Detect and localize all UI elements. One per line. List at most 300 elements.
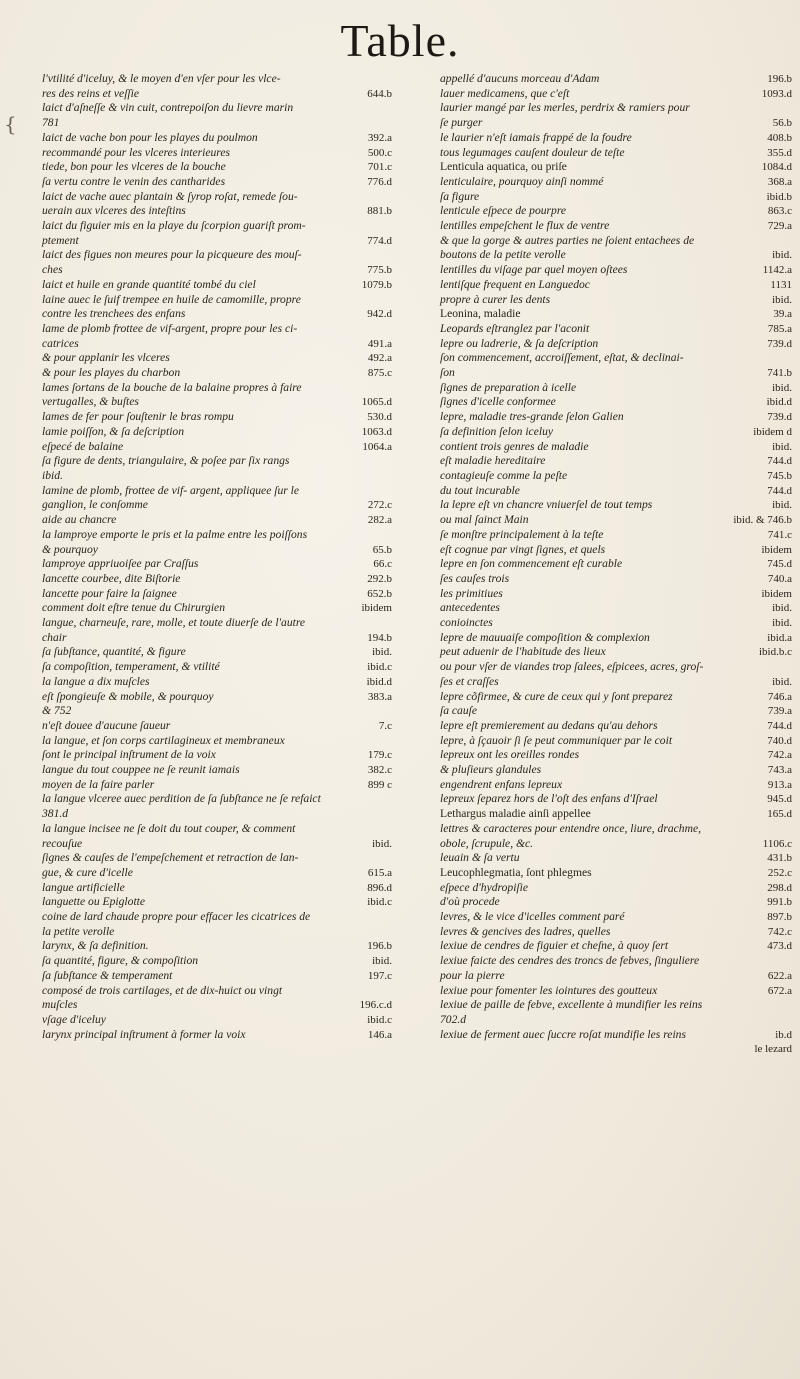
index-entry-text: langue artificielle: [42, 880, 125, 894]
index-entry-page-ref: 742.a: [767, 749, 792, 762]
index-entry-page-ref: ibid.d: [766, 396, 792, 409]
index-entry-page-ref: 196.b: [767, 73, 792, 85]
index-entry-page-ref: ib.d: [775, 1028, 792, 1041]
index-entry-text: obole, ſcrupule, &c.: [440, 836, 534, 850]
index-entry: [42, 1028, 392, 1043]
index-entry-text: eſt ſpongieuſe & mobile, & pourquoy: [42, 689, 214, 703]
index-entry: [440, 984, 792, 999]
index-entry-page-ref: 1079.b: [361, 278, 392, 291]
index-column-left: [42, 72, 392, 1042]
index-entry-text: 702.d: [440, 1013, 467, 1026]
index-entry: [42, 190, 392, 205]
index-entry-page-ref: ibid. & 746.b: [733, 514, 792, 527]
index-entry-page-ref: ibid.: [772, 602, 792, 615]
index-entry-page-ref: 899 c: [367, 778, 392, 791]
index-entry-text: langue du tout couppee ne ſe reunit iamais: [42, 763, 240, 777]
index-entry: [42, 807, 392, 822]
index-entry-page-ref: 65.b: [372, 543, 392, 556]
index-entry-text: lancette courbee, dite Biſtorie: [42, 571, 181, 585]
index-entry: [42, 101, 392, 116]
index-entry: [42, 131, 392, 146]
index-entry: [440, 822, 792, 837]
index-entry: [42, 601, 392, 616]
index-entry-page-ref: 739.d: [767, 337, 792, 350]
index-entry-text: ſa cauſe: [440, 704, 478, 718]
index-entry-text: lepre, maladie tres-grande ſelon Galien: [440, 410, 624, 424]
index-entry: [440, 146, 792, 161]
index-entry: [440, 307, 792, 322]
index-entry-text: & pourquoy: [42, 542, 98, 556]
index-entry-text: ſignes de preparation à icelle: [440, 380, 577, 394]
index-entry-text: les primitiues: [440, 586, 503, 600]
index-entry-page-ref: 785.a: [767, 322, 792, 335]
index-entry: [42, 204, 392, 219]
index-entry: [42, 675, 392, 690]
index-entry: [440, 160, 792, 175]
index-entry-text: langue, charneuſe, rare, molle, et toute diuerſe de l'autre: [42, 616, 306, 630]
index-entry-text: ſe purger: [440, 116, 483, 130]
index-entry-page-ref: 194.b: [367, 631, 392, 644]
index-entry-text: la lamproye emporte le pris et la palme entre les poiſſons: [42, 527, 308, 541]
index-entry: [440, 910, 792, 925]
index-entry: [440, 440, 792, 455]
index-entry-text: ſes cauſes trois: [440, 571, 510, 585]
index-entry: [440, 704, 792, 719]
index-entry: [42, 263, 392, 278]
index-entry: [42, 175, 392, 190]
index-entry: [42, 351, 392, 366]
index-entry-text: laurier mangé par les merles, perdrix & ramiers pour: [440, 101, 690, 115]
index-entry-text: ibid.: [42, 468, 63, 482]
index-entry-text: laict du figuier mis en la playe du ſcorpion guariſt prom-: [42, 219, 306, 233]
index-entry-text: lepreux ont les oreilles rondes: [440, 748, 580, 762]
index-entry-text: l'vtilité d'iceluy, & le moyen d'en vſer pour les vlce-: [42, 72, 281, 85]
index-entry-text: lamie poiſſon, & ſa deſcription: [42, 424, 185, 438]
index-entry: [42, 837, 392, 852]
index-entry-text: lancette pour faire la ſaignee: [42, 586, 177, 600]
index-entry: [440, 248, 792, 263]
index-entry-text: ſon: [440, 366, 455, 380]
index-entry-page-ref: ibid.c: [367, 661, 392, 674]
index-entry-text: engendrent enfans lepreux: [440, 777, 563, 791]
index-entry: [440, 322, 792, 337]
index-entry-page-ref: le lezard: [754, 1043, 792, 1056]
index-entry-text: lenticule eſpece de pourpre: [440, 204, 567, 218]
index-entry: [42, 925, 392, 940]
index-entry: [440, 263, 792, 278]
index-entry: [42, 513, 392, 528]
index-entry-text: lamproye appriuoiſee par Craſſus: [42, 557, 199, 571]
index-entry-page-ref: 776.d: [367, 175, 392, 188]
index-entry-text: chair: [42, 630, 67, 644]
index-entry: [440, 425, 792, 440]
index-entry: [440, 469, 792, 484]
index-entry-text: peut aduenir de l'habitude des lieux: [440, 645, 606, 659]
index-entry: [440, 881, 792, 896]
index-entry: [440, 601, 792, 616]
index-entry-page-ref: 774.d: [367, 234, 392, 247]
index-entry-page-ref: ibid.: [772, 381, 792, 394]
index-entry-text: lentilles du viſage par quel moyen oſtees: [440, 263, 628, 277]
index-entry: [42, 234, 392, 249]
index-entry-text: aide au chancre: [42, 513, 117, 527]
index-entry: [440, 572, 792, 587]
index-entry: [440, 131, 792, 146]
index-entry-text: conioinctes: [440, 616, 493, 630]
index-entry-page-ref: 897.b: [767, 911, 792, 924]
index-entry-text: du tout incurable: [440, 483, 520, 497]
index-entry: [42, 969, 392, 984]
index-entry: [42, 778, 392, 793]
index-entry: [440, 513, 792, 528]
index-entry-text: larynx, & ſa definition.: [42, 939, 149, 953]
index-entry: [440, 866, 792, 881]
index-entry-text: ſon commencement, accroiſſement, eſtat, & declinai-: [440, 351, 684, 365]
index-entry: [42, 116, 392, 131]
index-entry-page-ref: 746.a: [767, 690, 792, 703]
index-entry: [42, 498, 392, 513]
index-entry: [440, 395, 792, 410]
index-entry-page-ref: 775.b: [367, 264, 392, 277]
index-entry-page-ref: 742.c: [767, 925, 792, 938]
index-entry: [42, 631, 392, 646]
index-entry-text: ou mal ſainct Main: [440, 513, 529, 527]
index-entry-text: & pour applanir les vlceres: [42, 351, 170, 365]
index-entry: [42, 719, 392, 734]
index-entry: [42, 895, 392, 910]
index-entry-text: ſa figure: [440, 189, 480, 203]
index-entry-text: laine auec le ſuif trempee en huile de camomille, propre: [42, 292, 301, 306]
index-entry-page-ref: ibid.: [772, 293, 792, 306]
index-entry-page-ref: 272.c: [367, 499, 392, 512]
index-entry-text: ſa compoſition, temperament, & vtilité: [42, 660, 220, 674]
index-entry-page-ref: ibidem: [761, 543, 792, 556]
index-entry: [440, 175, 792, 190]
index-entry-page-ref: ibidem d: [753, 425, 792, 438]
index-entry-page-ref: 672.a: [767, 984, 792, 997]
index-entry-text: levres, & le vice d'icelles comment paré: [440, 910, 625, 924]
index-entry: [42, 939, 392, 954]
index-entry-text: recommandé pour les vlceres interieures: [42, 145, 231, 159]
index-entry-text: lamine de plomb, frottee de vif- argent, appliquee ſur le: [42, 483, 300, 497]
index-entry-text: 381.d: [42, 807, 69, 821]
index-entry-text: recouſue: [42, 836, 83, 850]
index-entry-page-ref: 1064.a: [362, 440, 392, 453]
index-entry-text: ſa ſubſtance & temperament: [42, 968, 173, 982]
index-entry-page-ref: ibid.a: [767, 631, 792, 644]
index-entry: [440, 528, 792, 543]
index-entry-text: ſe monſtre principalement à la teſte: [440, 527, 604, 541]
index-entry-text: lames ſortans de la bouche de la balaine propres à faire: [42, 380, 302, 394]
index-entry: [440, 234, 792, 249]
index-entry: [440, 851, 792, 866]
index-entry-text: levres & gencives des ladres, quelles: [440, 924, 611, 938]
index-entry-page-ref: 298.d: [767, 881, 792, 894]
index-entry: [440, 337, 792, 352]
index-entry-text: lepre, à ſçauoir ſi ſe peut communiquer par le coit: [440, 733, 673, 747]
index-entry-page-ref: ibid.: [372, 646, 392, 659]
index-entry-text: coine de lard chaude propre pour effacer les cicatrices de: [42, 910, 311, 924]
index-entry: [440, 190, 792, 205]
index-entry-text: & 752: [42, 704, 72, 718]
index-entry: [440, 778, 792, 793]
index-entry: [440, 543, 792, 558]
index-entry-text: tous legumages cauſent douleur de teſte: [440, 145, 625, 159]
index-entry-page-ref: 863.c: [767, 205, 792, 218]
index-entry-text: lauer medicamens, que c'eſt: [440, 86, 570, 100]
index-entry-text: res des reins et veſſie: [42, 86, 140, 100]
index-entry-text: ſa definition ſelon iceluy: [440, 424, 554, 438]
index-entry-text: ſignes d'icelle conformee: [440, 395, 556, 409]
index-entry: [42, 307, 392, 322]
index-entry: [440, 410, 792, 425]
index-entry: [440, 792, 792, 807]
index-entry: [42, 219, 392, 234]
index-entry: [42, 469, 392, 484]
index-entry-page-ref: 896.d: [367, 881, 392, 894]
index-entry-page-ref: 282.a: [367, 514, 392, 527]
index-entry: [440, 1028, 792, 1043]
index-entry-text: laict des figues non meures pour la picqueure des mouſ-: [42, 248, 302, 262]
index-entry-text: ganglion, le conſomme: [42, 498, 148, 512]
index-entry-text: ſa figure de dents, triangulaire, & poſee par ſix rangs: [42, 454, 290, 468]
index-entry: [440, 807, 792, 822]
index-entry-text: uerain aux vlceres des inteſtins: [42, 204, 186, 218]
index-entry-text: catrices: [42, 336, 79, 350]
index-entry: [42, 87, 392, 102]
index-entry-page-ref: 491.a: [367, 337, 392, 350]
index-entry-page-ref: 744.d: [767, 719, 792, 732]
index-entry-text: propre à curer les dents: [440, 292, 551, 306]
index-entry: [440, 631, 792, 646]
index-entry-page-ref: 1065.d: [361, 396, 392, 409]
index-entry-page-ref: 165.d: [767, 808, 792, 821]
index-entry-page-ref: 7.c: [378, 719, 392, 732]
index-entry-text: boutons de la petite verolle: [440, 248, 566, 262]
index-entry-text: contre les trenchees des enfans: [42, 307, 186, 321]
index-entry-text: vertugalles, & buſtes: [42, 395, 139, 409]
index-entry: [42, 645, 392, 660]
index-entry-page-ref: 741.b: [767, 367, 792, 380]
index-entry-text: la langue vlceree auec perdition de ſa ſubſtance ne ſe refaict: [42, 792, 321, 806]
index-entry: [42, 484, 392, 499]
index-entry: [440, 101, 792, 116]
index-entry-text: lexiue de cendres de figuier et cheſne, à quoy ſert: [440, 939, 669, 953]
index-entry: [440, 204, 792, 219]
index-entry-text: ſont le principal inſtrument de la voix: [42, 748, 216, 762]
index-entry-page-ref: 744.d: [767, 484, 792, 497]
index-entry-text: lame de plomb frottee de vif-argent, propre pour les ci-: [42, 321, 298, 335]
index-entry: [440, 351, 792, 366]
index-entry-text: ſa vertu contre le venin des cantharides: [42, 174, 226, 188]
index-entry-page-ref: 739.a: [767, 705, 792, 718]
index-entry-text: 781: [42, 116, 60, 130]
index-entry-text: laict et huile en grande quantité tombé du ciel: [42, 277, 256, 291]
index-entry: [42, 1013, 392, 1028]
index-entry: [42, 395, 392, 410]
index-entry-page-ref: 744.d: [767, 455, 792, 468]
index-entry-page-ref: ibidem: [761, 587, 792, 600]
index-entry: [42, 910, 392, 925]
index-entry-page-ref: ibid.: [772, 499, 792, 512]
index-entry-text: languette ou Epiglotte: [42, 895, 146, 909]
index-entry: [440, 763, 792, 778]
index-entry-text: lepre cõfirmee, & cure de ceux qui y ſont preparez: [440, 689, 673, 703]
index-entry-text: tiede, bon pour les vlceres de la bouche: [42, 160, 226, 174]
index-entry: [440, 454, 792, 469]
index-entry-text: lexiue de ferment auec ſuccre roſat mundifie les reins: [440, 1027, 686, 1041]
index-entry: [42, 146, 392, 161]
index-entry: [42, 425, 392, 440]
index-entry-text: eſt maladie hereditaire: [440, 454, 546, 468]
index-entry-page-ref: 1142.a: [762, 264, 792, 277]
index-entry-page-ref: 66.c: [373, 558, 392, 571]
index-entry: [440, 719, 792, 734]
index-entry-page-ref: 729.a: [767, 220, 792, 233]
index-entry-page-ref: 745.b: [767, 469, 792, 482]
index-entry: [440, 293, 792, 308]
index-entry: [440, 660, 792, 675]
index-entry-text: ſa quantité, figure, & compoſition: [42, 954, 199, 968]
index-entry-text: lexiue faicte des cendres des troncs de febves, ſinguliere: [440, 954, 700, 968]
index-entry: [42, 454, 392, 469]
index-entry-page-ref: 382.c: [367, 764, 392, 777]
index-entry: [42, 734, 392, 749]
index-entry-page-ref: ibid.: [772, 617, 792, 630]
index-entry-page-ref: 146.a: [367, 1028, 392, 1041]
index-entry-page-ref: 39.a: [773, 308, 792, 321]
index-entry-text: vſage d'iceluy: [42, 1013, 106, 1026]
index-entry: [42, 72, 392, 87]
index-entry: [42, 366, 392, 381]
index-entry: [440, 748, 792, 763]
index-entry-page-ref: 1131: [770, 278, 792, 291]
index-entry-text: lenticulaire, pourquoy ainſi nommé: [440, 174, 604, 188]
index-entry-page-ref: 740.d: [767, 734, 792, 747]
index-entry: [42, 866, 392, 881]
index-entry: [440, 219, 792, 234]
index-entry-text: Leonina, maladie: [440, 307, 521, 321]
index-entry-text: pour la pierre: [440, 968, 505, 982]
index-entry: [42, 337, 392, 352]
index-entry-page-ref: ibid.b.c: [759, 646, 792, 659]
index-entry-text: Leucophlegmatia, ſont phlegmes: [440, 865, 592, 879]
index-entry: [42, 792, 392, 807]
index-entry-page-ref: 56.b: [772, 117, 792, 130]
index-entry: [42, 440, 392, 455]
index-entry-page-ref: ibid.: [772, 249, 792, 262]
index-entry-text: & pluſieurs glandules: [440, 763, 542, 777]
index-entry-page-ref: 743.a: [767, 764, 792, 777]
index-entry: [440, 954, 792, 969]
index-entry: [440, 837, 792, 852]
index-entry: [440, 366, 792, 381]
page-title: Table.: [340, 15, 460, 66]
index-entry-text: lentilles empeſchent le flux de ventre: [440, 219, 610, 233]
index-entry-page-ref: 644.b: [367, 87, 392, 100]
index-entry: [42, 748, 392, 763]
index-entry-text: lexiue de paille de febve, excellente à mundifier les reins: [440, 998, 703, 1012]
index-entry-text: leuain & ſa vertu: [440, 851, 520, 865]
index-entry-page-ref: 383.a: [367, 690, 392, 703]
index-entry-text: gue, & cure d'icelle: [42, 865, 133, 879]
index-entry: [42, 660, 392, 675]
index-entry: [42, 248, 392, 263]
index-entry-text: lepre en ſon commencement eſt curable: [440, 557, 623, 571]
index-entry-page-ref: 252.c: [767, 866, 792, 879]
index-entry-text: & que la gorge & autres parties ne ſoient entachees de: [440, 233, 695, 247]
index-entry: [42, 160, 392, 175]
index-entry: [440, 278, 792, 293]
index-entry: [42, 543, 392, 558]
index-entry-text: moyen de la faire parler: [42, 777, 155, 791]
index-entry: [440, 734, 792, 749]
index-entry: [440, 87, 792, 102]
index-entry-page-ref: 991.b: [767, 896, 792, 909]
index-entry: [42, 528, 392, 543]
index-entry-text: Leopards eſtranglez par l'aconit: [440, 321, 590, 335]
index-entry-page-ref: 701.c: [367, 161, 392, 174]
index-entry-text: laict de vache bon pour les playes du poulmon: [42, 130, 258, 144]
index-entry: [440, 895, 792, 910]
index-entry-text: Lethargus maladie ainſi appellee: [440, 807, 591, 821]
index-entry-text: muſcles: [42, 998, 78, 1012]
index-entry: [42, 587, 392, 602]
index-entry-text: ou pour vſer de viandes trop ſalees, eſpicees, acres, groſ-: [440, 660, 704, 674]
index-entry-page-ref: ibid.: [372, 837, 392, 850]
index-entry-text: lames de fer pour ſouſtenir le bras rompu: [42, 410, 234, 424]
index-entry-text: appellé d'aucuns morceau d'Adam: [440, 72, 600, 85]
index-column-right: [440, 72, 792, 1057]
index-entry: [440, 939, 792, 954]
index-entry: [42, 822, 392, 837]
index-entry: [440, 998, 792, 1013]
index-entry-page-ref: 942.d: [367, 308, 392, 321]
index-entry: [440, 1042, 792, 1057]
index-entry-page-ref: 196.c.d: [359, 999, 392, 1012]
index-entry-page-ref: 740.a: [767, 572, 792, 585]
index-entry-text: lepre ou ladrerie, & ſa deſcription: [440, 336, 599, 350]
index-entry: [440, 498, 792, 513]
index-entry-page-ref: 530.d: [367, 411, 392, 424]
index-entry-text: antecedentes: [440, 601, 500, 615]
index-entry-page-ref: ibid.c: [367, 1014, 392, 1026]
index-entry-text: laict de vache auec plantain & ſyrop roſat, remede ſou-: [42, 189, 298, 203]
index-entry-page-ref: ibid.d: [366, 675, 392, 688]
index-entry-text: ptement: [42, 233, 79, 247]
index-entry-text: lettres & caracteres pour entendre once, liure, drachme,: [440, 821, 702, 835]
index-entry: [42, 616, 392, 631]
index-entry-page-ref: 392.a: [367, 131, 392, 144]
index-entry-page-ref: 622.a: [767, 969, 792, 982]
index-entry-text: eſpece d'hydropiſie: [440, 880, 529, 894]
index-entry: [440, 72, 792, 87]
index-entry-page-ref: 745.d: [767, 558, 792, 571]
index-entry-text: larynx principal inſtrument à former la voix: [42, 1027, 246, 1041]
index-entry-page-ref: 355.d: [767, 146, 792, 159]
index-entry-text: la lepre eſt vn chancre vniuerſel de tout temps: [440, 498, 653, 512]
index-entry-page-ref: 1084.d: [761, 161, 792, 174]
index-entry: [42, 293, 392, 308]
index-entry-page-ref: ibid.: [772, 675, 792, 688]
index-entry: [42, 763, 392, 778]
index-entry-text: ſes et craſſes: [440, 674, 499, 688]
index-entry-text: contagieuſe comme la peſte: [440, 468, 568, 482]
index-entry-text: le laurier n'eſt iamais frappé de la foudre: [440, 130, 632, 144]
index-entry: [440, 381, 792, 396]
index-entry: [440, 925, 792, 940]
index-entry-page-ref: 500.c: [367, 146, 392, 159]
